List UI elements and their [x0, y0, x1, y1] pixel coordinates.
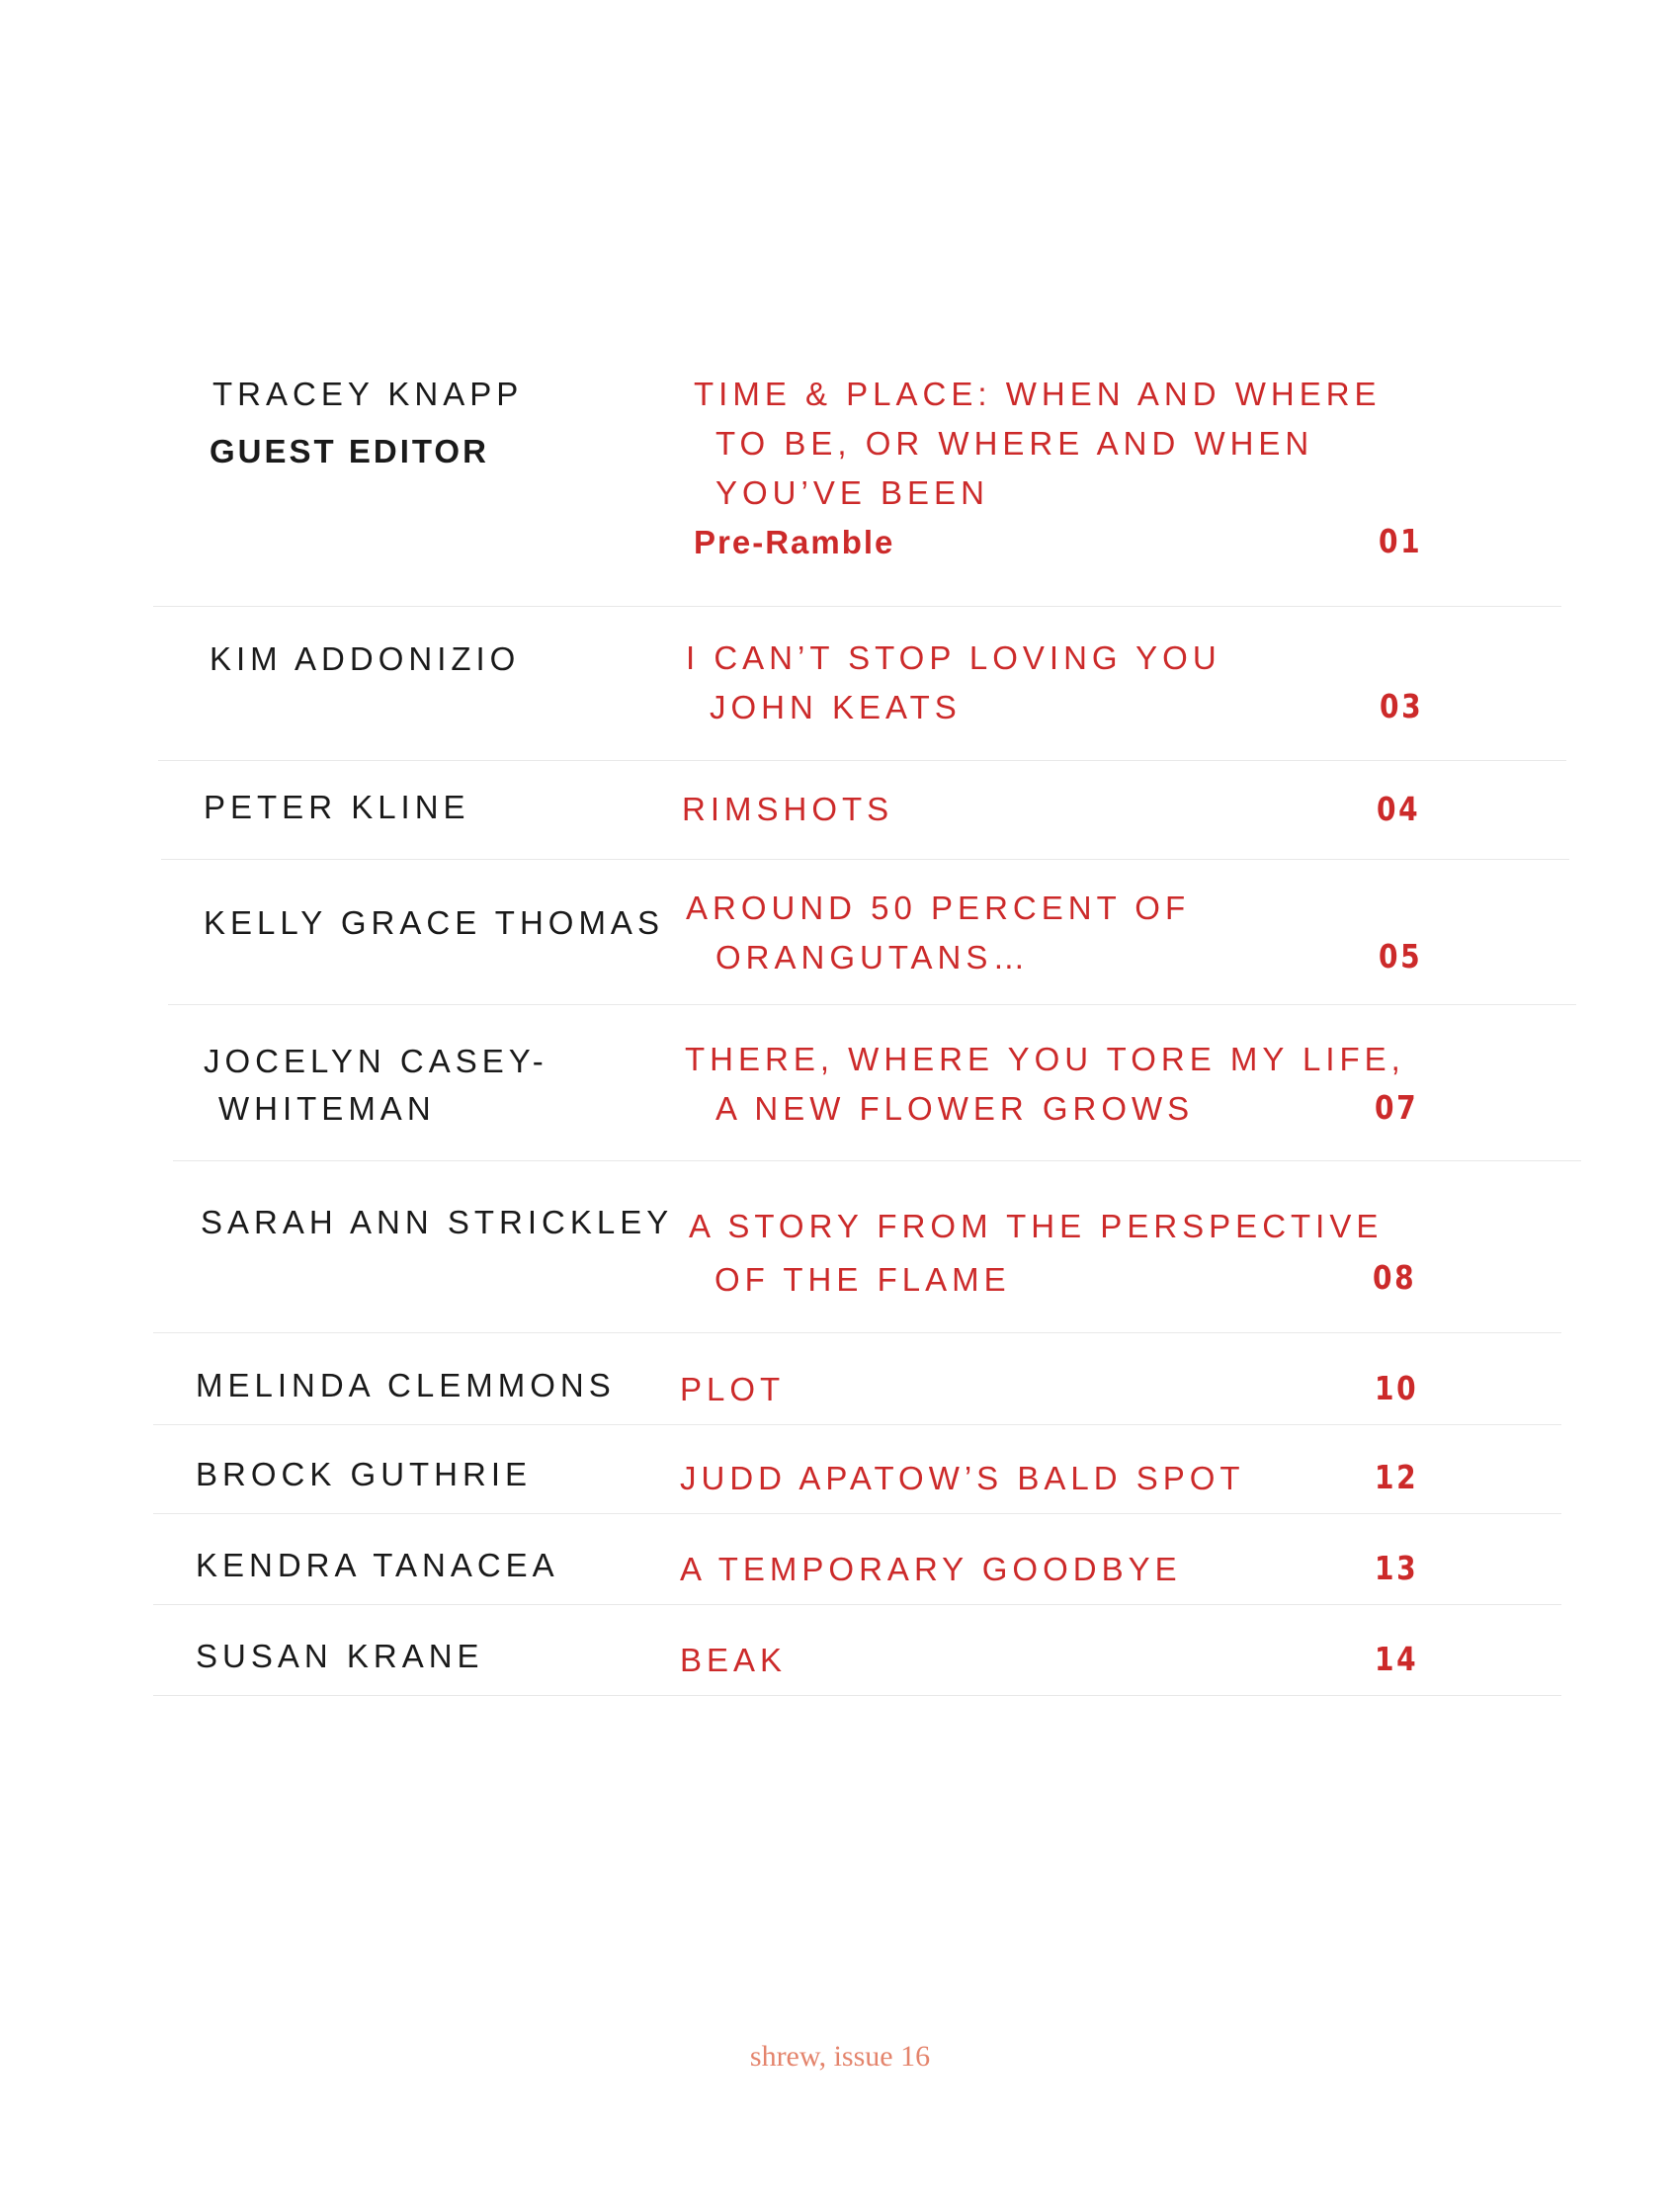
entry-title[interactable]: OF THE FLAME: [714, 1261, 1011, 1298]
divider: [173, 1160, 1581, 1161]
divider: [161, 859, 1569, 860]
author-name: SUSAN KRANE: [196, 1638, 484, 1674]
author-role: GUEST EDITOR: [210, 433, 489, 469]
author-name: WHITEMAN: [218, 1090, 436, 1127]
author-name: MELINDA CLEMMONS: [196, 1367, 616, 1403]
divider: [153, 1424, 1561, 1425]
author-name: TRACEY KNAPP: [212, 376, 524, 412]
divider: [153, 606, 1561, 607]
entry-title[interactable]: THERE, WHERE YOU TORE MY LIFE,: [685, 1041, 1405, 1077]
entry-title[interactable]: PLOT: [680, 1371, 786, 1407]
entry-subtitle[interactable]: Pre-Ramble: [694, 524, 895, 560]
author-name: JOCELYN CASEY-: [204, 1043, 548, 1079]
page-number[interactable]: 03: [1380, 687, 1424, 725]
divider: [153, 1332, 1561, 1333]
page-number[interactable]: 14: [1375, 1640, 1419, 1678]
divider: [168, 1004, 1576, 1005]
divider: [153, 1604, 1561, 1605]
page-number[interactable]: 08: [1373, 1258, 1417, 1297]
author-name: KENDRA TANACEA: [196, 1547, 559, 1583]
entry-title[interactable]: TIME & PLACE: WHEN AND WHERE: [694, 376, 1382, 412]
page-number[interactable]: 04: [1377, 790, 1421, 828]
entry-title[interactable]: A STORY FROM THE PERSPECTIVE: [689, 1208, 1384, 1244]
author-name: SARAH ANN STRICKLEY: [201, 1204, 674, 1240]
divider: [158, 760, 1566, 761]
entry-title[interactable]: I CAN’T STOP LOVING YOU: [686, 639, 1221, 676]
entry-title[interactable]: RIMSHOTS: [682, 791, 894, 827]
divider: [153, 1513, 1561, 1514]
entry-title[interactable]: TO BE, OR WHERE AND WHEN: [715, 425, 1314, 462]
page-number[interactable]: 01: [1379, 522, 1423, 560]
entry-title[interactable]: JOHN KEATS: [710, 689, 962, 725]
entry-title[interactable]: A TEMPORARY GOODBYE: [680, 1551, 1182, 1587]
entry-title[interactable]: BEAK: [680, 1642, 788, 1678]
entry-title[interactable]: AROUND 50 PERCENT OF: [686, 890, 1191, 926]
entry-title[interactable]: A NEW FLOWER GROWS: [715, 1090, 1195, 1127]
page-number[interactable]: 07: [1375, 1088, 1419, 1127]
page-number[interactable]: 05: [1379, 937, 1423, 975]
page-number[interactable]: 13: [1375, 1549, 1419, 1587]
author-name: BROCK GUTHRIE: [196, 1456, 533, 1492]
page-number[interactable]: 10: [1375, 1369, 1419, 1407]
page-footer: shrew, issue 16: [749, 2040, 931, 2073]
author-name: KELLY GRACE THOMAS: [204, 904, 664, 941]
entry-title[interactable]: ORANGUTANS…: [715, 939, 1031, 975]
divider: [153, 1695, 1561, 1696]
author-name: PETER KLINE: [204, 789, 470, 825]
entry-title[interactable]: YOU’VE BEEN: [715, 474, 989, 511]
page-number[interactable]: 12: [1375, 1458, 1419, 1496]
author-name: KIM ADDONIZIO: [210, 640, 521, 677]
entry-title[interactable]: JUDD APATOW’S BALD SPOT: [680, 1460, 1245, 1496]
